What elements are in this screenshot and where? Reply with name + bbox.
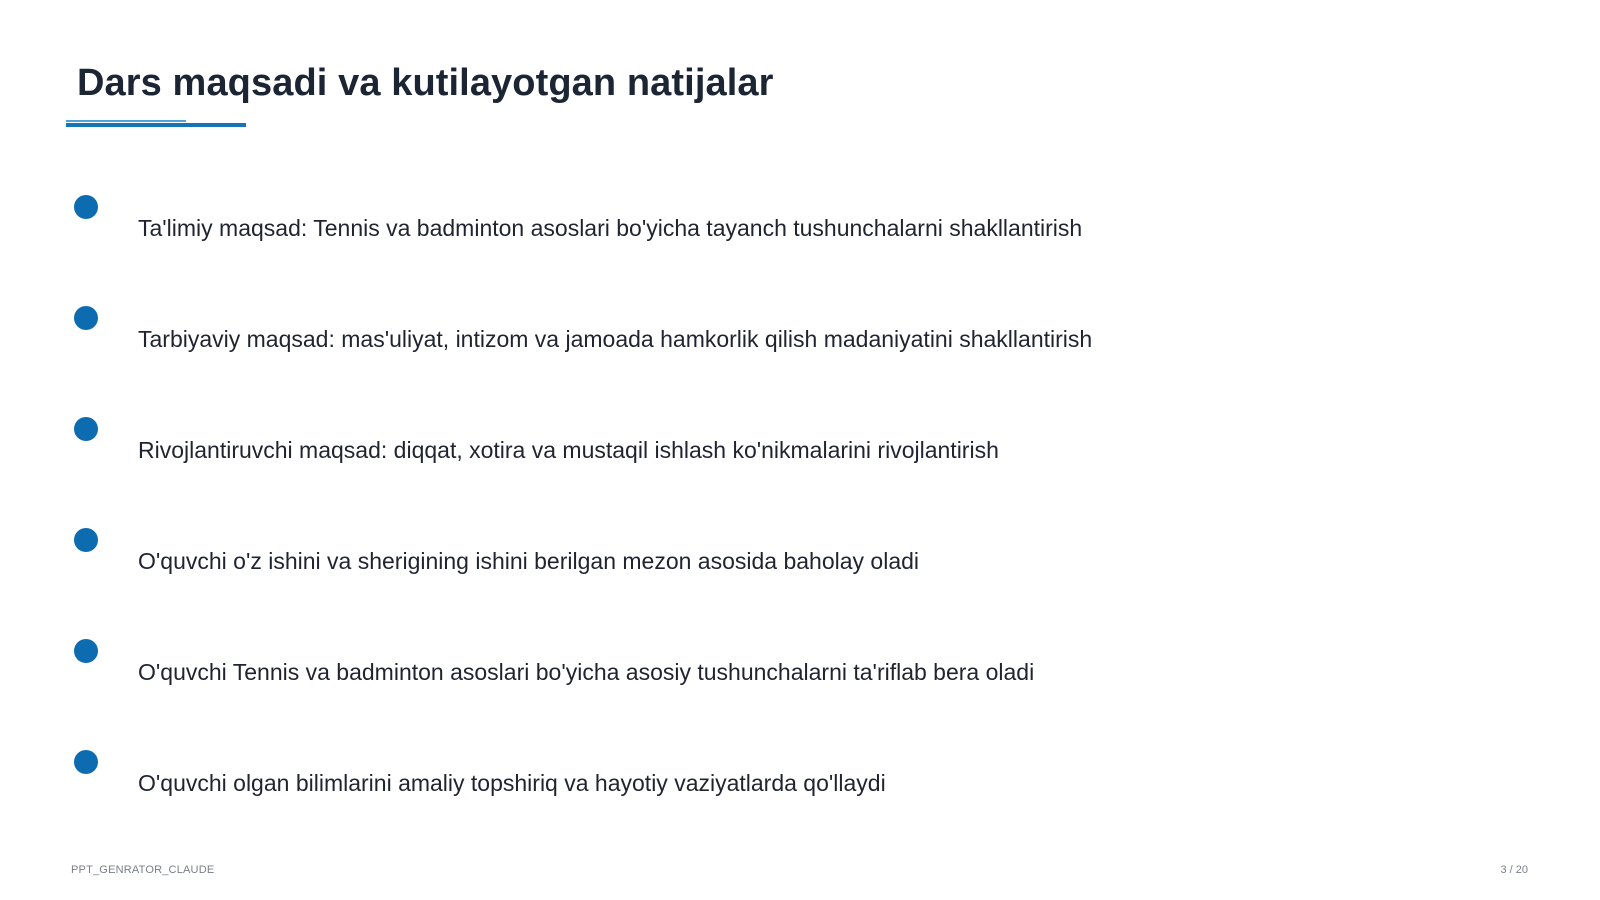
list-item-text: Ta'limiy maqsad: Tennis va badminton asoslari bo'yicha tayanch tushunchalarni shakllantirish: [138, 215, 1083, 241]
bullet-icon: [74, 639, 98, 663]
list-item: [0, 306, 1600, 366]
list-item: [0, 639, 1600, 699]
bullet-icon: [74, 417, 98, 441]
bullet-icon: [74, 528, 98, 552]
bullet-icon: [74, 195, 98, 219]
footer-generator-label: PPT_GENRATOR_CLAUDE: [71, 864, 215, 876]
slide-title: Dars maqsadi va kutilayotgan natijalar: [77, 62, 774, 104]
list-item: [0, 750, 1600, 810]
list-item-text: O'quvchi o'z ishini va sherigining ishini berilgan mezon asosida baholay oladi: [138, 548, 920, 574]
list-item-text: Rivojlantiruvchi maqsad: diqqat, xotira va mustaqil ishlash ko'nikmalarini rivojlantirish: [138, 437, 999, 463]
list-item: [0, 417, 1600, 477]
bullet-icon: [74, 750, 98, 774]
list-item-text: O'quvchi olgan bilimlarini amaliy topshiriq va hayotiy vaziyatlarda qo'llaydi: [138, 770, 886, 796]
list-item: [0, 195, 1600, 255]
page-indicator: 3 / 20: [1500, 864, 1528, 876]
list-item: [0, 528, 1600, 588]
bullet-icon: [74, 306, 98, 330]
list-item-text: Tarbiyaviy maqsad: mas'uliyat, intizom va jamoada hamkorlik qilish madaniyatini shakllantirish: [138, 326, 1093, 352]
list-item-text: O'quvchi Tennis va badminton asoslari bo'yicha asosiy tushunchalarni ta'riflab bera oladi: [138, 659, 1035, 685]
